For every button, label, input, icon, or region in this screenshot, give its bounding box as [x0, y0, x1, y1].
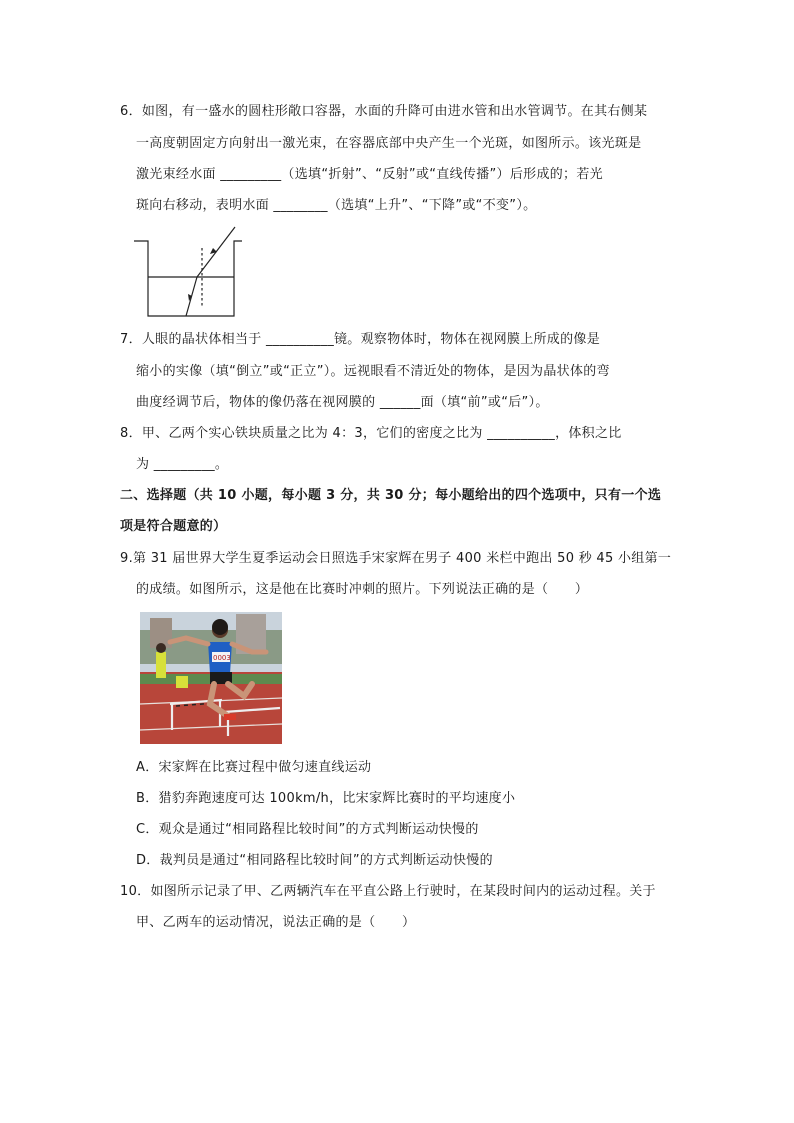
q9-option-d: D．裁判员是通过“相同路程比较时间”的方式判断运动快慢的 — [136, 853, 493, 868]
bib-number: 0003 — [213, 654, 231, 662]
q7-line-2: 缩小的实像（填“倒立”或“正立”）。远视眼看不清近处的物体，是因为晶状体的弯 — [136, 364, 610, 379]
q9-option-a: A．宋家辉在比赛过程中做匀速直线运动 — [136, 760, 372, 775]
q10-line-1: 10．如图所示记录了甲、乙两辆汽车在平直公路上行驶时，在某段时间内的运动过程。关于 — [120, 884, 656, 899]
hurdler-photo — [140, 612, 282, 744]
q6-line-1: 6．如图，有一盛水的圆柱形敞口容器，水面的升降可由进水管和出水管调节。在其右侧某 — [120, 104, 648, 119]
section-header-line-1: 二、选择题（共 10 小题，每小题 3 分，共 30 分；每小题给出的四个选项中，只有一个选 — [120, 488, 662, 503]
q9-line-2: 的成绩。如图所示，这是他在比赛时冲刺的照片。下列说法正确的是（ ） — [136, 582, 589, 597]
section-header-line-2: 项是符合题意的） — [120, 519, 227, 534]
q10-line-2: 甲、乙两车的运动情况，说法正确的是（ ） — [136, 915, 416, 930]
q9-option-b: B．猎豹奔跑速度可达 100km/h，比宋家辉比赛时的平均速度小 — [136, 791, 516, 806]
q6-line-2: 一高度朝固定方向射出一激光束，在容器底部中央产生一个光斑，如图所示。该光斑是 — [136, 136, 642, 151]
q8-line-2: 为 _________。 — [136, 457, 229, 472]
container-laser-diagram — [130, 224, 250, 324]
q8-line-1: 8．甲、乙两个实心铁块质量之比为 4：3，它们的密度之比为 __________，体积之比 — [120, 426, 622, 441]
q9-option-c: C．观众是通过“相同路程比较时间”的方式判断运动快慢的 — [136, 822, 479, 837]
q7-line-1: 7．人眼的晶状体相当于 __________镜。观察物体时，物体在视网膜上所成的像是 — [120, 332, 601, 347]
q6-line-4: 斑向右移动，表明水面 ________（选填“上升”、“下降”或“不变”）。 — [136, 198, 537, 213]
q7-line-3: 曲度经调节后，物体的像仍落在视网膜的 ______面（填“前”或“后”）。 — [136, 395, 549, 410]
q6-line-3: 激光束经水面 _________（选填“折射”、“反射”或“直线传播”）后形成的；若光 — [136, 167, 603, 182]
q9-line-1: 9.第 31 届世界大学生夏季运动会日照选手宋家辉在男子 400 米栏中跑出 50 秒 45 小组第一 — [120, 551, 672, 566]
